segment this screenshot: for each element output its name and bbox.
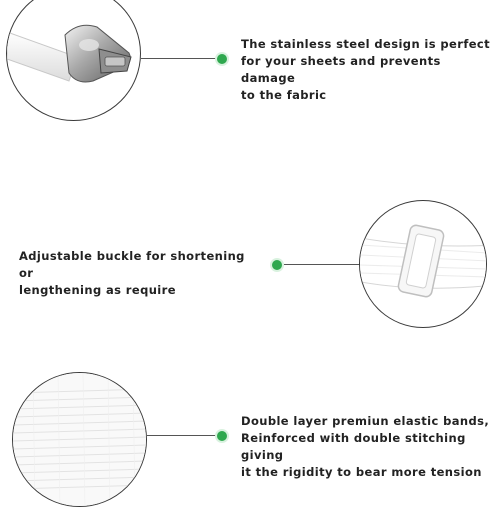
elastic-band-connector-line <box>147 435 219 436</box>
steel-clip-marker-dot <box>215 52 229 66</box>
steel-clip-description: The stainless steel design is perfect for your sheets and prevents damage to the fabric <box>241 37 491 102</box>
steel-clip-image <box>6 0 141 121</box>
elastic-band-image <box>12 372 147 507</box>
buckle-image <box>359 200 487 328</box>
buckle-illustration <box>360 201 487 328</box>
elastic-band-marker-dot <box>215 429 229 443</box>
buckle-connector-line <box>284 264 360 265</box>
elastic-band-description: Double layer premiun elastic bands, Reinforced with double stitching giving it the rigidity to bear more tension <box>241 414 490 479</box>
steel-clip-connector-line <box>141 58 219 59</box>
buckle-marker-dot <box>270 258 284 272</box>
steel-clip-illustration <box>7 0 141 121</box>
buckle-description: Adjustable buckle for shortening or lengthening as require <box>19 249 245 297</box>
elastic-band-illustration <box>13 373 147 507</box>
